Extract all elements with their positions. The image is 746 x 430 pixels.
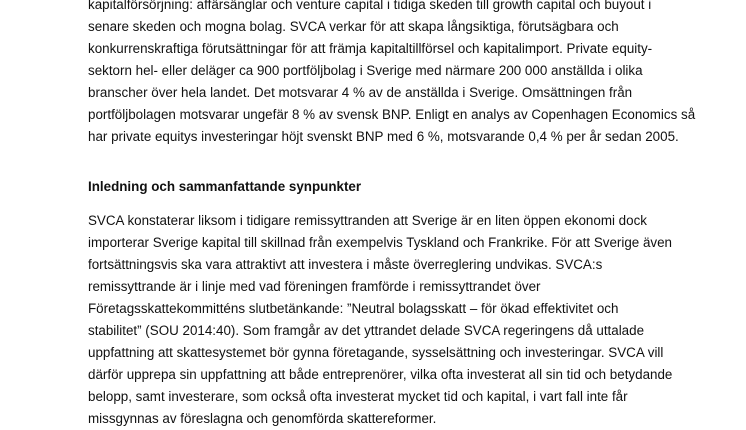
- text-line: har private equitys investeringar höjt svenskt BNP med 6 %, motsvarande 0,4 % per år sedan 2005.: [88, 129, 679, 144]
- text-line: belopp, samt investerare, som också ofta investerat mycket tid och kapital, i vart fall inte får: [88, 389, 628, 404]
- text-line: missgynnas av föreslagna och genomförda skattereformer.: [88, 411, 437, 426]
- text-line: kapitalförsörjning: affärsänglar och venture capital i tidiga skeden till growth capital och buyout i: [88, 0, 652, 12]
- text-line: uppfattning att skattesystemet bör gynna företagande, sysselsättning och investeringar. SVCA vill: [88, 345, 664, 360]
- text-line: portföljbolagen motsvarar ungefär 8 % av svensk BNP. Enligt en analys av Copenhagen Economics så: [88, 107, 696, 122]
- section-paragraph: [88, 210, 672, 430]
- text-line: stabilitet” (SOU 2014:40). Som framgår av det yttrandet delade SVCA regeringens då uttalade: [88, 323, 645, 338]
- text-line: remissyttrande är i linje med vad föreningen framförde i remissyttrandet över: [88, 279, 541, 294]
- text-line: konkurrenskraftiga förutsättningar för att främja kapitaltillförsel och kapitalimport. Private equity-: [88, 41, 653, 56]
- text-line: branscher över hela landet. Det motsvarar 4 % av de anställda i Sverige. Omsättningen från: [88, 85, 633, 100]
- text-line: importerar Sverige kapital till skillnad från exempelvis Tyskland och Frankrike. För att Sverige även: [88, 235, 672, 250]
- text-line: Företagsskattekommitténs slutbetänkande: ”Neutral bolagsskatt – för ökad effektivitet och: [88, 301, 619, 316]
- text-line: därför upprepa sin uppfattning att både entreprenörer, vilka ofta investerat all sin tid och betydande: [88, 367, 673, 382]
- intro-paragraph: [88, 0, 695, 148]
- text-line: senare skeden och mogna bolag. SVCA verkar för att skapa långsiktiga, förutsägbara och: [88, 19, 619, 34]
- text-line: sektorn hel- eller deläger ca 900 portföljbolag i Sverige med närmare 200 000 anställda i olika: [88, 63, 643, 78]
- section-heading: Inledning och sammanfattande synpunkter: [88, 179, 362, 194]
- text-line: fortsättningsvis ska vara attraktivt att investera i måste överreglering undvikas. SVCA:s: [88, 257, 603, 272]
- text-line: SVCA konstaterar liksom i tidigare remissyttranden att Sverige är en liten öppen ekonomi dock: [88, 213, 647, 228]
